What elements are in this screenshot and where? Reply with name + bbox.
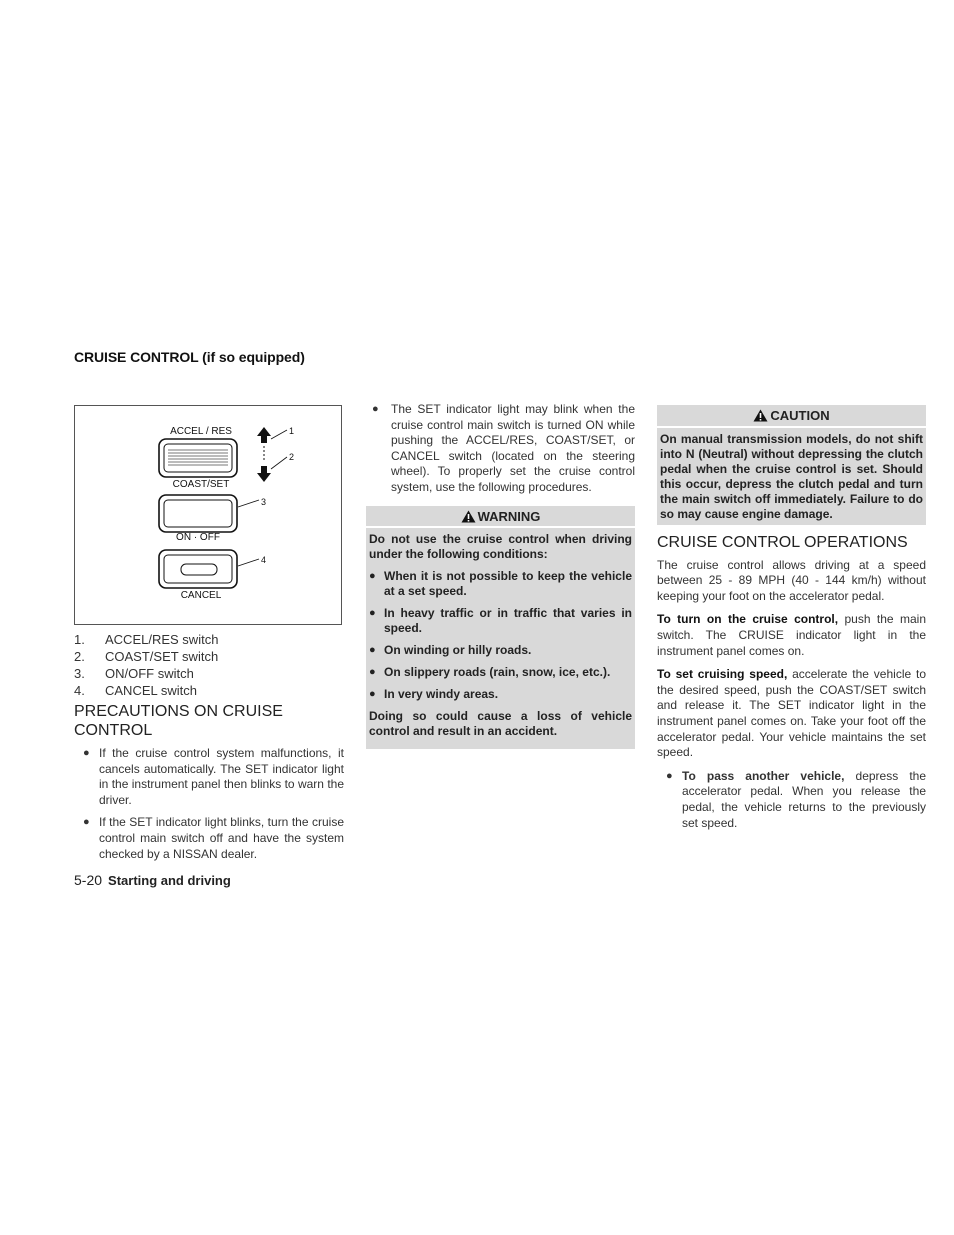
figure-captions [74, 631, 344, 699]
arrow-up-icon [257, 427, 271, 443]
page-footer [74, 872, 231, 888]
operations-list [657, 769, 926, 831]
cancel-switch-button [181, 564, 217, 575]
on-off-switch-inner [164, 500, 232, 527]
list-item: ● If the SET indicator light blinks, turn the cruise control main switch off and have the system checked by a NISSAN dealer. [83, 815, 344, 861]
caution-box [657, 405, 926, 525]
operations-heading: CRUISE CONTROL OPERATIONS [657, 533, 908, 551]
page-number: 5-20 [74, 872, 103, 888]
caption-item: 1. ACCEL/RES switch [74, 632, 219, 647]
caution-icon [753, 409, 768, 422]
precautions-list [74, 746, 344, 862]
precautions-heading: PRECAUTIONS ON CRUISE CONTROL [74, 703, 283, 739]
accel-res-label: ACCEL / RES [170, 426, 232, 437]
warning-box [366, 506, 635, 750]
column-right [657, 405, 926, 838]
caption-item: 3. ON/OFF switch [74, 666, 194, 681]
warning-intro: Do not use the cruise control when driving under the following conditions: [369, 532, 632, 562]
caption-item: 4. CANCEL switch [74, 683, 197, 698]
section-title: CRUISE CONTROL (if so equipped) [74, 349, 305, 365]
caution-header [657, 405, 926, 428]
arrow-down-icon [257, 466, 271, 482]
on-off-label: ON · OFF [176, 532, 220, 543]
caution-text: On manual transmission models, do not shift into N (Neutral) without depressing the clutch pedal when the cruise control is set. Should this occur, depress the clutch pedal and turn the main switch off immediately. Failure to do so may cause engine damage. [660, 431, 923, 521]
warning-title: WARNING [477, 508, 541, 524]
turn-on-paragraph: To turn on the cruise control, push the main switch. The CRUISE indicator light in the instrument panel comes on. [657, 612, 926, 658]
list-item: ● If the cruise control system malfunctions, it cancels automatically. The SET indicator light in the instrument panel then blinks to warn the driver. [83, 746, 344, 807]
precautions-list-continued [366, 402, 635, 496]
callout-4: 4 [261, 555, 267, 565]
list-item: ● To pass another vehicle, depress the accelerator pedal. When you release the pedal, the vehicle returns to the previously set speed. [666, 768, 926, 830]
warning-icon [461, 510, 476, 523]
column-left [74, 405, 344, 869]
warning-header [366, 506, 635, 529]
callout-3: 3 [261, 497, 267, 507]
caution-body [657, 428, 926, 525]
switch-diagram [75, 406, 343, 626]
switch-figure [74, 405, 342, 625]
column-middle [366, 402, 635, 749]
operations-intro: The cruise control allows driving at a speed between 25 - 89 MPH (40 - 144 km/h) without keeping your foot on the accelerator pedal. [657, 557, 926, 603]
list-item: ● In very windy areas. [369, 687, 499, 702]
list-item: ● When it is not possible to keep the vehicle at a set speed. [369, 569, 632, 599]
list-item: ● The SET indicator light may blink when the cruise control main switch is turned ON while pushing the ACCEL/RES, COAST/SET, or CANCEL switch (located on the steering wheel). To properly set the cruise control system, use the following procedures. [372, 402, 635, 494]
caution-title: CAUTION [770, 408, 830, 423]
callout-2: 2 [289, 452, 295, 462]
warning-outro: Doing so could cause a loss of vehicle control and result in an accident. [369, 709, 632, 739]
caption-item: 2. COAST/SET switch [74, 649, 219, 664]
list-item: ● On slippery roads (rain, snow, ice, etc.). [369, 665, 611, 680]
set-speed-paragraph: To set cruising speed, accelerate the vehicle to the desired speed, push the COAST/SET switch and release it. The SET indicator light in the instrument panel comes on. Take your foot off the accelerator pedal. Your vehicle maintains the set speed. [657, 667, 926, 760]
accel-coast-switch-inner [164, 444, 232, 472]
callout-1: 1 [289, 426, 295, 436]
coast-set-label: COAST/SET [172, 479, 230, 490]
list-item: ● On winding or hilly roads. [369, 643, 532, 658]
warning-list [369, 569, 632, 702]
cancel-label: CANCEL [180, 590, 222, 601]
list-item: ● In heavy traffic or in traffic that varies in speed. [369, 606, 632, 636]
warning-body [366, 528, 635, 749]
footer-label: Starting and driving [108, 873, 231, 888]
